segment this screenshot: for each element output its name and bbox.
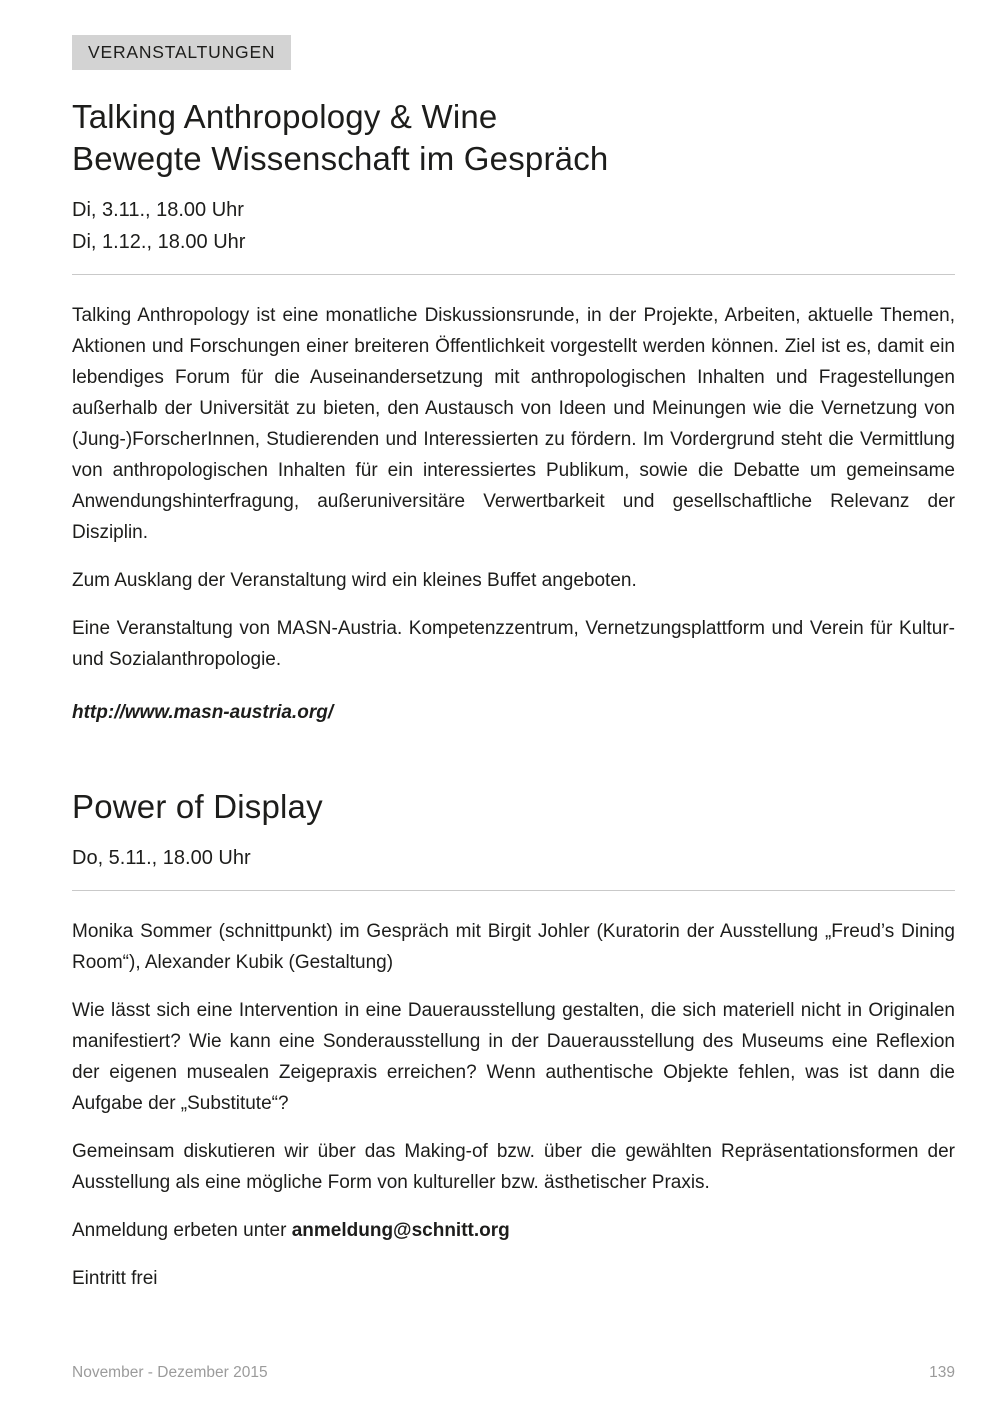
category-badge: VERANSTALTUNGEN [72,35,291,70]
event-title-line1: Power of Display [72,788,323,825]
section-divider [72,274,955,275]
event-title [72,96,955,180]
event-date-2: Di, 1.12., 18.00 Uhr [72,231,246,253]
event-description-paragraph-2: Zum Ausklang der Veranstaltung wird ein kleines Buffet angeboten. [72,570,637,591]
footer-issue-label: November - Dezember 2015 [72,1364,268,1381]
event-speakers-paragraph: Monika Sommer (schnittpunkt) im Gespräch mit Birgit Johler (Kuratorin der Ausstellung „Freud’s Dining Room“), Alexander Kubik (Gestaltung) [72,921,955,973]
event-description-paragraph-1: Wie lässt sich eine Intervention in eine Dauerausstellung gestalten, die sich materiell nicht in Originalen manifestiert? Wie kann eine Sonderausstellung in der Dauerausstellung des Museums eine Reflexion der eigenen musealen Zeigepraxis erreichen? Wenn authentische Objekte fehlen, was ist dann die Aufgabe der „Substitute“? [72,1000,955,1114]
event-dates [72,194,955,258]
page-footer [72,1364,955,1382]
registration-line [72,1215,955,1246]
event-dates [72,842,955,874]
event-website-line [72,697,955,728]
event-description [72,300,955,728]
admission-note: Eintritt frei [72,1268,158,1289]
event-title [72,786,955,828]
event-description [72,916,955,1294]
event-description-paragraph-2: Gemeinsam diskutieren wir über das Making-of bzw. über die gewählten Repräsentationsformen der Ausstellung als eine mögliche Form von kultureller bzw. ästhetischer Praxis. [72,1141,955,1193]
event-date-1: Do, 5.11., 18.00 Uhr [72,847,251,869]
event-description-paragraph-1: Talking Anthropology ist eine monatliche Diskussionsrunde, in der Projekte, Arbeiten, aktuelle Themen, Aktionen und Forschungen einer breiteren Öffentlichkeit vorgestellt werden können. Ziel ist es, damit ein lebendiges Forum für die Auseinandersetzung mit anthropologischen Inhalten und Fragestellungen außerhalb der Universität zu bieten, den Austausch von Ideen und Meinungen wie die Vernetzung von (Jung-)ForscherInnen, Studierenden und Interessierten zu fördern. Im Vordergrund steht die Vermittlung von anthropologischen Inhalten für ein interessiertes Publikum, sowie die Debatte um gemeinsame Anwendungshinterfragung, außeruniversitäre Verwertbarkeit und gesellschaftliche Relevanz der Disziplin. [72,305,955,543]
event-description-paragraph-3: Eine Veranstaltung von MASN-Austria. Kompetenzzentrum, Vernetzungsplattform und Verein für Kultur- und Sozialanthropologie. [72,618,955,670]
registration-email[interactable]: anmeldung@schnitt.org [291,1220,510,1241]
event-date-1: Di, 3.11., 18.00 Uhr [72,199,244,221]
event-title-line2: Bewegte Wissenschaft im Gespräch [72,140,609,177]
event-power-of-display [72,786,955,1294]
section-divider [72,890,955,891]
page-number: 139 [929,1364,955,1381]
registration-prefix: Anmeldung erbeten unter [72,1220,292,1241]
event-title-line1: Talking Anthropology & Wine [72,98,498,135]
event-website-link[interactable]: http://www.masn-austria.org/ [72,702,334,723]
event-talking-anthropology [72,96,955,728]
